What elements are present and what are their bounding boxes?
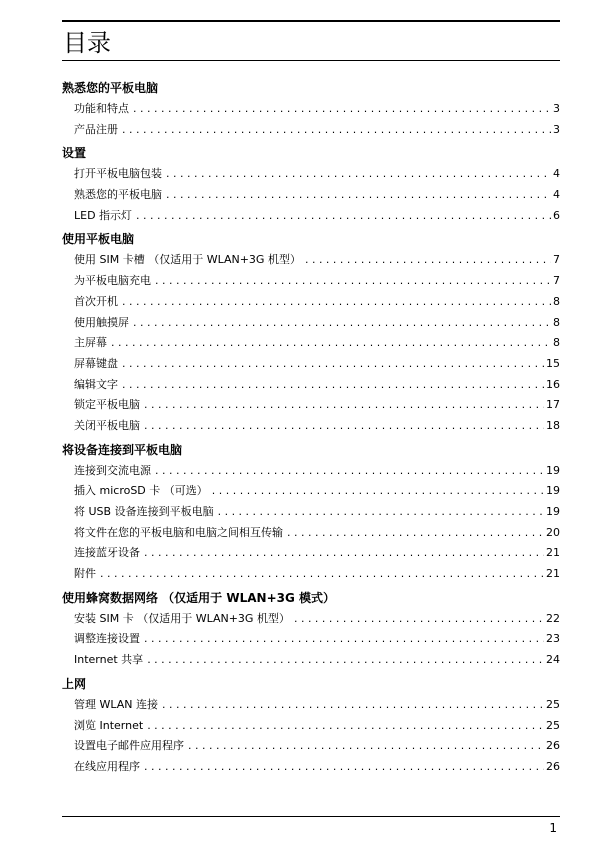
toc-entry-page-number: 20 [546,525,560,539]
toc-section-title[interactable]: 使用蜂窝数据网络 （仅适用于 WLAN+3G 模式） [62,590,336,605]
toc-entry[interactable] [62,333,560,354]
toc-entry-page-number: 25 [546,697,560,711]
dot-leader [122,375,544,396]
toc-entry-label: 管理 WLAN 连接 [74,697,159,711]
toc-entry[interactable] [62,609,560,630]
toc-entry-page-number: 3 [553,102,560,115]
toc-entry-label: 连接到交流电源 [74,463,151,477]
dot-leader [144,757,544,778]
dot-leader [122,120,551,141]
toc-entry-label: 在线应用程序 [74,759,140,773]
toc-entry-page-number: 6 [553,208,560,222]
dot-leader [166,185,551,206]
toc-entry-label: 打开平板电脑包装 [74,167,162,181]
dot-leader [218,502,544,523]
toc-entry-page-number: 4 [553,167,560,181]
toc-entry-page-number: 24 [546,653,560,667]
toc-entry-page-number: 25 [546,718,560,732]
toc-entry-label: 将文件在您的平板电脑和电脑之间相互传输 [74,525,283,539]
toc-entry[interactable] [62,543,560,564]
toc-entry-page-number: 8 [553,315,560,329]
toc-entry[interactable] [62,650,560,671]
toc-entry[interactable] [62,564,560,585]
toc-entry-label: 使用触摸屏 [74,315,129,329]
toc-entry-page-number: 21 [546,546,560,560]
toc-entry-page-number: 8 [553,336,560,350]
toc-entry-label: 将 USB 设备连接到平板电脑 [74,505,214,518]
toc-entry[interactable] [62,375,560,396]
toc-entry-label: 浏览 Internet [74,718,144,732]
toc-entry[interactable] [62,250,560,271]
toc-entry[interactable] [62,395,560,416]
dot-leader [122,354,544,375]
toc-entry-label: 为平板电脑充电 [74,274,151,288]
toc-entry[interactable] [62,523,560,544]
toc-entry-label: 插入 microSD 卡 （可选） [74,484,208,498]
dot-leader [144,395,544,416]
toc-entry[interactable] [62,736,560,757]
toc-section [62,588,560,671]
toc-section-title[interactable]: 将设备连接到平板电脑 [62,442,183,457]
toc-entry[interactable] [62,206,560,227]
toc-section-title[interactable]: 上网 [62,676,87,691]
toc-entry-label: 首次开机 [74,294,118,308]
toc-entry-label: 关闭平板电脑 [74,418,140,432]
toc-entry[interactable] [62,481,560,502]
toc-section-title[interactable]: 使用平板电脑 [62,232,135,247]
toc-entry-page-number: 17 [546,398,560,412]
toc-entry-page-number: 4 [553,188,560,202]
top-rule [62,20,560,22]
dot-leader [166,164,551,185]
dot-leader [122,292,551,313]
toc-entry-page-number: 19 [546,463,560,477]
toc-entry-page-number: 19 [546,484,560,498]
toc-entry[interactable] [62,757,560,778]
toc-entry-label: 熟悉您的平板电脑 [74,188,162,202]
toc-entry-label: 附件 [74,567,96,581]
dot-leader [133,99,551,120]
toc-entry-label: 锁定平板电脑 [74,398,140,412]
page-number: 1 [549,821,557,835]
toc-entry-label: 产品注册 [74,122,118,136]
toc-entry[interactable] [62,716,560,737]
dot-leader [100,564,544,585]
toc-entry-page-number: 7 [553,253,560,267]
toc-section [62,143,560,226]
toc-entry-page-number: 26 [546,739,560,753]
toc-entry-page-number: 26 [546,759,560,773]
toc-entry-label: 设置电子邮件应用程序 [74,739,184,753]
toc-entry-page-number: 8 [553,294,560,308]
toc-section [62,229,560,436]
dot-leader [147,650,544,671]
toc-section [62,674,560,778]
toc-entry-label: 编辑文字 [74,377,118,391]
toc-entry[interactable] [62,120,560,141]
toc-entry-label: 使用 SIM 卡槽 （仅适用于 WLAN+3G 机型） [74,253,301,267]
toc-entry-page-number: 19 [546,505,560,518]
toc-section-title[interactable]: 设置 [62,146,87,161]
dot-leader [155,461,544,482]
toc-entry[interactable] [62,292,560,313]
toc-entry-label: 功能和特点 [74,102,129,115]
dot-leader [294,609,544,630]
dot-leader [144,543,544,564]
toc-entry[interactable] [62,99,560,120]
toc-entry-label: 调整连接设置 [74,632,140,646]
toc-entry[interactable] [62,461,560,482]
toc-section [62,440,560,585]
footer-rule [62,816,560,817]
toc-entry[interactable] [62,271,560,292]
toc-entry[interactable] [62,502,560,523]
toc-entry-label: 安装 SIM 卡 （仅适用于 WLAN+3G 机型） [74,611,290,625]
dot-leader [305,250,551,271]
dot-leader [144,629,544,650]
toc-entry-page-number: 18 [546,418,560,432]
toc-entry-page-number: 7 [553,274,560,288]
toc-entry-label: Internet 共享 [74,653,144,667]
toc-section-title[interactable]: 熟悉您的平板电脑 [62,81,159,95]
toc-entry-page-number: 15 [546,356,560,370]
toc-entry-label: 主屏幕 [74,336,107,350]
toc-entry[interactable] [62,185,560,206]
toc-entry-page-number: 3 [553,122,560,136]
page-title: 目录 [63,29,111,57]
dot-leader [212,481,544,502]
toc-entry-page-number: 16 [546,377,560,391]
dot-leader [133,313,551,334]
toc-entry[interactable] [62,695,560,716]
toc-entry-label: LED 指示灯 [74,208,133,222]
toc-entry-label: 连接蓝牙设备 [74,546,140,560]
dot-leader [136,206,551,227]
dot-leader [144,416,544,437]
dot-leader [188,736,544,757]
dot-leader [287,523,544,544]
toc-entry-page-number: 23 [546,632,560,646]
toc-entry[interactable] [62,164,560,185]
dot-leader [111,333,551,354]
dot-leader [155,271,551,292]
dot-leader [147,716,544,737]
table-of-contents [62,78,560,781]
toc-entry-page-number: 21 [546,567,560,581]
toc-entry-page-number: 22 [546,611,560,625]
toc-entry[interactable] [62,416,560,437]
toc-section [62,78,560,140]
toc-entry-label: 屏幕键盘 [74,356,118,370]
toc-entry[interactable] [62,354,560,375]
toc-entry[interactable] [62,313,560,334]
dot-leader [162,695,544,716]
title-rule [62,60,560,61]
toc-entry[interactable] [62,629,560,650]
